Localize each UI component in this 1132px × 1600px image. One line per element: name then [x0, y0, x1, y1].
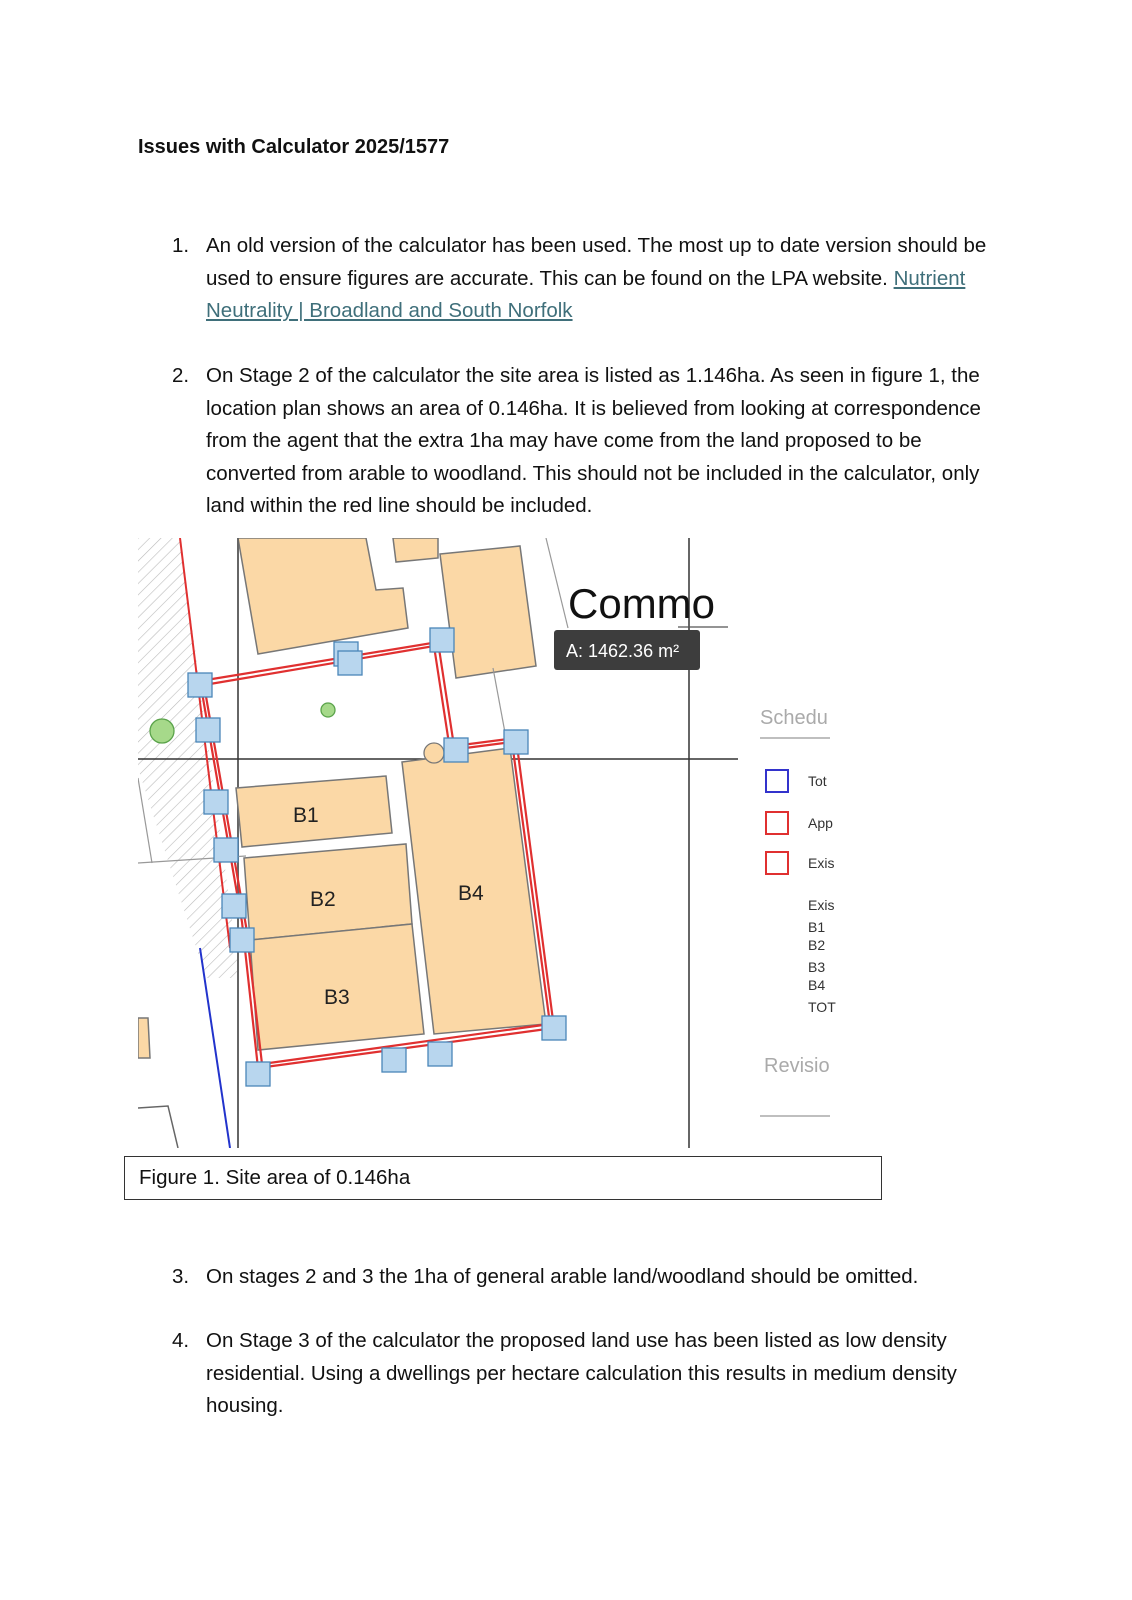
area-tooltip: A: 1462.36 m² — [566, 641, 680, 661]
item-text: An old version of the calculator has been used. The most up to date version should be used to ensure figures are accurate. This can be found on the LPA website. — [206, 234, 987, 290]
nutrient-neutrality-link[interactable]: Nutrient Neutrality | Broadland and South Norfolk — [206, 266, 966, 322]
building-label-b4: B4 — [458, 882, 484, 905]
schedule-line: B4 — [808, 977, 826, 993]
vertex-handle[interactable] — [430, 628, 454, 652]
map-place-label: Commo — [568, 580, 716, 627]
boundary-line — [138, 1106, 178, 1148]
schedule-line: Exis — [808, 897, 835, 913]
list-item-4 — [172, 1325, 1002, 1423]
vertex-handle[interactable] — [222, 894, 246, 918]
schedule-line: B1 — [808, 919, 826, 935]
map-symbol — [424, 743, 444, 763]
building-label-b3: B3 — [324, 986, 350, 1009]
legend-label-existing: Exis — [808, 855, 835, 871]
list-item-2 — [172, 360, 1002, 523]
legend-swatch-total — [766, 770, 788, 792]
item-number: 1. — [172, 234, 190, 257]
existing-building — [138, 1018, 150, 1058]
figure-caption: Figure 1. Site area of 0.146ha — [124, 1156, 882, 1200]
schedule-line: TOT — [808, 999, 836, 1015]
item-text: On Stage 3 of the calculator the proposed land use has been listed as low density residential. Using a dwellings per hectare calculation this results in medium density housing. — [206, 1329, 957, 1417]
existing-building — [393, 538, 438, 562]
legend-heading: Schedu — [760, 707, 828, 729]
vertex-handle[interactable] — [542, 1016, 566, 1040]
vertex-handle[interactable] — [504, 730, 528, 754]
site-plan-figure — [138, 538, 858, 1148]
list-item-3 — [172, 1261, 1002, 1294]
vertex-handle[interactable] — [214, 838, 238, 862]
tree-marker — [150, 719, 174, 743]
document-title: Issues with Calculator 2025/1577 — [138, 136, 450, 158]
legend-revision-heading: Revisio — [764, 1055, 830, 1077]
legend-swatch-application — [766, 812, 788, 834]
vertex-handle[interactable] — [428, 1042, 452, 1066]
vertex-handle[interactable] — [382, 1048, 406, 1072]
schedule-line: B3 — [808, 959, 826, 975]
vertex-handle[interactable] — [196, 718, 220, 742]
schedule-line: B2 — [808, 937, 826, 953]
building-label-b1: B1 — [293, 804, 319, 827]
item-text: On stages 2 and 3 the 1ha of general arable land/woodland should be omitted. — [206, 1265, 919, 1288]
existing-building — [440, 546, 536, 678]
boundary-line — [546, 538, 568, 628]
vertex-handle[interactable] — [230, 928, 254, 952]
item-number: 3. — [172, 1265, 190, 1288]
vertex-handle[interactable] — [338, 651, 362, 675]
legend-swatch-existing — [766, 852, 788, 874]
vertex-handle[interactable] — [204, 790, 228, 814]
item-text: On Stage 2 of the calculator the site area is listed as 1.146ha. As seen in figure 1, the location plan shows an area of 0.146ha. It is believed from looking at correspondence from the agent that the extra 1ha may have come from the land proposed to be converted from arable to woodland. This should not be included in the calculator, only land within the red line should be included. — [206, 364, 981, 517]
vertex-handle[interactable] — [246, 1062, 270, 1086]
legend-label-total: Tot — [808, 773, 827, 789]
building-label-b2: B2 — [310, 888, 336, 911]
boundary-line — [493, 668, 506, 738]
item-number: 4. — [172, 1329, 190, 1352]
tree-marker — [321, 703, 335, 717]
vertex-handle[interactable] — [444, 738, 468, 762]
list-item-1 — [172, 230, 1002, 328]
item-number: 2. — [172, 364, 190, 387]
legend-label-application: App — [808, 815, 833, 831]
vertex-handle[interactable] — [188, 673, 212, 697]
existing-building — [238, 538, 408, 654]
site-plan-map — [138, 538, 858, 1148]
